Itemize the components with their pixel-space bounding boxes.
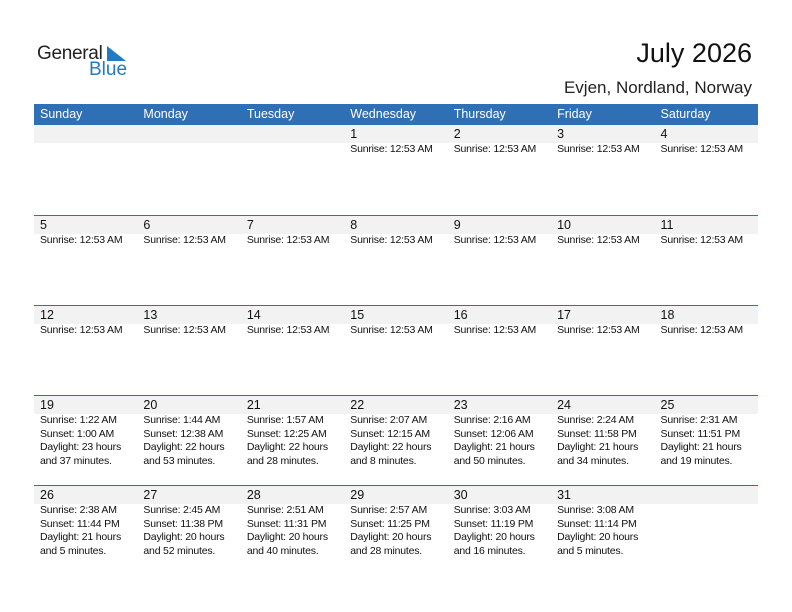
weekday-tuesday: Tuesday: [246, 107, 295, 121]
logo: [37, 43, 137, 83]
day-cell: [655, 125, 758, 215]
day-number: [247, 125, 344, 143]
sun-info: Sunrise: 2:38 AM: [40, 504, 117, 516]
sun-info: and 28 minutes.: [246, 454, 319, 467]
location: Evjen, Nordland, Norway: [563, 78, 752, 97]
weekday-header: [34, 104, 758, 125]
day-number: 14: [246, 308, 261, 322]
day-number: 31: [557, 488, 572, 502]
sun-info: Daylight: 20 hours: [453, 531, 535, 543]
sun-info: Sunrise: 12:53 AM: [660, 324, 743, 336]
sun-info: and 37 minutes.: [40, 454, 112, 467]
logo-blue: Blue: [89, 59, 128, 80]
day-cell: [655, 306, 758, 395]
sun-info: Daylight: 22 hours: [246, 441, 328, 453]
day-cell: [241, 396, 344, 485]
week-row: [34, 485, 758, 575]
sun-info: Sunrise: 12:53 AM: [40, 324, 123, 336]
day-cell: [137, 216, 240, 305]
sun-info: Sunrise: 12:53 AM: [660, 143, 743, 155]
sun-info: Daylight: 20 hours: [246, 531, 328, 543]
day-number: 25: [660, 398, 675, 412]
day-number: 22: [350, 398, 365, 412]
day-cell: [655, 396, 758, 485]
day-number: 19: [40, 398, 54, 412]
sun-info: and 34 minutes.: [557, 454, 629, 467]
sun-info: Sunrise: 2:31 AM: [660, 414, 738, 426]
day-number: 18: [660, 308, 675, 322]
sun-info: Sunset: 12:06 AM: [453, 427, 534, 440]
sun-info: Sunset: 12:15 AM: [350, 427, 430, 440]
day-number: 28: [246, 488, 261, 502]
sun-info: and 50 minutes.: [453, 454, 526, 467]
day-cell: [137, 125, 240, 215]
sun-info: Sunrise: 12:53 AM: [143, 234, 226, 246]
weekday-sunday: Sunday: [40, 107, 83, 121]
day-number: 9: [453, 218, 461, 232]
sun-info: and 16 minutes.: [453, 544, 526, 557]
day-number: 30: [453, 488, 468, 502]
day-cell: [551, 486, 654, 575]
sun-info: Sunrise: 12:53 AM: [557, 324, 640, 336]
sun-info: Daylight: 20 hours: [350, 531, 432, 543]
sun-info: Sunrise: 12:53 AM: [660, 234, 743, 246]
day-cell: [448, 486, 551, 575]
day-cell: [448, 396, 551, 485]
day-number: [143, 125, 240, 143]
sun-info: Sunrise: 2:07 AM: [350, 414, 428, 426]
day-number: 8: [350, 218, 358, 232]
day-number: 4: [660, 127, 668, 141]
sun-info: and 28 minutes.: [350, 544, 422, 557]
day-cell: [448, 306, 551, 395]
day-cell: [137, 396, 240, 485]
day-cell: [344, 216, 447, 305]
day-number: 26: [40, 488, 54, 502]
sun-info: Sunrise: 12:53 AM: [453, 143, 537, 155]
sun-info: Daylight: 23 hours: [40, 441, 122, 453]
day-number: 17: [557, 308, 572, 322]
sun-info: Sunrise: 12:53 AM: [350, 324, 433, 336]
sun-info: Sunrise: 12:53 AM: [350, 143, 433, 155]
logo-general: General: [37, 43, 103, 64]
sun-info: Sunrise: 12:53 AM: [453, 234, 537, 246]
sun-info: and 19 minutes.: [660, 454, 733, 467]
day-cell: [344, 486, 447, 575]
sun-info: Sunrise: 12:53 AM: [40, 234, 123, 246]
day-number: 12: [40, 308, 54, 322]
sun-info: Sunrise: 3:03 AM: [453, 504, 531, 516]
weekday-friday: Friday: [557, 107, 592, 121]
sun-info: Sunrise: 12:53 AM: [350, 234, 433, 246]
day-number: 3: [557, 127, 565, 141]
day-number: 5: [40, 218, 47, 232]
weekday-saturday: Saturday: [660, 107, 711, 121]
day-number: 29: [350, 488, 365, 502]
sun-info: Sunset: 11:19 PM: [453, 517, 534, 530]
sun-info: Sunset: 11:51 PM: [660, 427, 741, 440]
day-cell: [241, 216, 344, 305]
day-number: 1: [350, 127, 358, 141]
calendar-body: [34, 125, 758, 575]
day-number: 13: [143, 308, 158, 322]
day-number: 20: [143, 398, 158, 412]
day-number: 23: [453, 398, 468, 412]
day-cell: [34, 306, 137, 395]
sun-info: Sunset: 12:25 AM: [246, 427, 327, 440]
sun-info: Sunrise: 2:24 AM: [557, 414, 634, 426]
weekday-wednesday: Wednesday: [350, 107, 417, 121]
sun-info: and 53 minutes.: [143, 454, 216, 467]
day-number: 11: [660, 218, 674, 232]
sun-info: and 5 minutes.: [557, 544, 624, 557]
sun-info: Sunrise: 12:53 AM: [557, 234, 640, 246]
sun-info: and 8 minutes.: [350, 454, 417, 467]
sun-info: Sunrise: 12:53 AM: [453, 324, 537, 336]
sun-info: Daylight: 21 hours: [453, 441, 535, 453]
sun-info: Sunrise: 1:44 AM: [143, 414, 221, 426]
day-number: [661, 486, 758, 504]
sun-info: Sunset: 11:44 PM: [40, 517, 120, 530]
day-number: [40, 125, 137, 143]
sun-info: Sunrise: 12:53 AM: [557, 143, 640, 155]
sun-info: Sunrise: 2:57 AM: [350, 504, 428, 516]
day-cell: [241, 486, 344, 575]
sun-info: Daylight: 22 hours: [143, 441, 225, 453]
day-cell: [34, 216, 137, 305]
day-cell: [241, 125, 344, 215]
sun-info: Sunset: 12:38 AM: [143, 427, 224, 440]
day-cell: [34, 486, 137, 575]
day-cell: [241, 306, 344, 395]
day-cell: [344, 306, 447, 395]
day-cell: [551, 396, 654, 485]
week-row: [34, 125, 758, 215]
weekday-thursday: Thursday: [453, 107, 506, 121]
sun-info: Sunset: 11:14 PM: [557, 517, 637, 530]
sun-info: Sunrise: 12:53 AM: [143, 324, 226, 336]
sun-info: Sunset: 11:25 PM: [350, 517, 430, 530]
day-cell: [551, 125, 654, 215]
page-title: July 2026: [636, 38, 752, 68]
day-number: 21: [246, 398, 261, 412]
sun-info: Sunrise: 1:22 AM: [40, 414, 117, 426]
day-number: 7: [246, 218, 254, 232]
day-number: 2: [453, 127, 461, 141]
sun-info: and 5 minutes.: [40, 544, 107, 557]
day-number: 10: [557, 218, 572, 232]
day-cell: [344, 125, 447, 215]
calendar: [34, 104, 758, 575]
day-cell: [137, 486, 240, 575]
sun-info: and 40 minutes.: [246, 544, 319, 557]
day-cell: [34, 125, 137, 215]
sun-info: Sunset: 1:00 AM: [40, 427, 115, 440]
day-number: 27: [143, 488, 158, 502]
day-number: 16: [453, 308, 468, 322]
day-cell: [34, 396, 137, 485]
sun-info: Sunrise: 2:16 AM: [453, 414, 531, 426]
sun-info: Sunrise: 2:51 AM: [246, 504, 324, 516]
day-cell: [551, 306, 654, 395]
sun-info: Sunrise: 2:45 AM: [143, 504, 221, 516]
sun-info: Sunset: 11:58 PM: [557, 427, 637, 440]
day-cell: [655, 216, 758, 305]
sun-info: Daylight: 21 hours: [557, 441, 639, 453]
day-cell: [448, 125, 551, 215]
sun-info: Daylight: 21 hours: [40, 531, 122, 543]
day-cell: [137, 306, 240, 395]
sun-info: Sunrise: 3:08 AM: [557, 504, 634, 516]
day-number: 15: [350, 308, 365, 322]
sun-info: Daylight: 20 hours: [143, 531, 225, 543]
sun-info: and 52 minutes.: [143, 544, 216, 557]
day-number: 6: [143, 218, 151, 232]
week-row: [34, 305, 758, 395]
day-cell: [344, 396, 447, 485]
day-cell: [551, 216, 654, 305]
day-cell: [448, 216, 551, 305]
sun-info: Daylight: 22 hours: [350, 441, 432, 453]
day-number: 24: [557, 398, 572, 412]
sun-info: Sunset: 11:31 PM: [246, 517, 327, 530]
sun-info: Sunset: 11:38 PM: [143, 517, 223, 530]
day-cell: [655, 486, 758, 575]
sun-info: Daylight: 20 hours: [557, 531, 639, 543]
week-row: [34, 395, 758, 485]
sun-info: Daylight: 21 hours: [660, 441, 742, 453]
sun-info: Sunrise: 1:57 AM: [246, 414, 324, 426]
week-row: [34, 215, 758, 305]
sun-info: Sunrise: 12:53 AM: [246, 234, 330, 246]
sun-info: Sunrise: 12:53 AM: [246, 324, 330, 336]
weekday-monday: Monday: [143, 107, 188, 121]
